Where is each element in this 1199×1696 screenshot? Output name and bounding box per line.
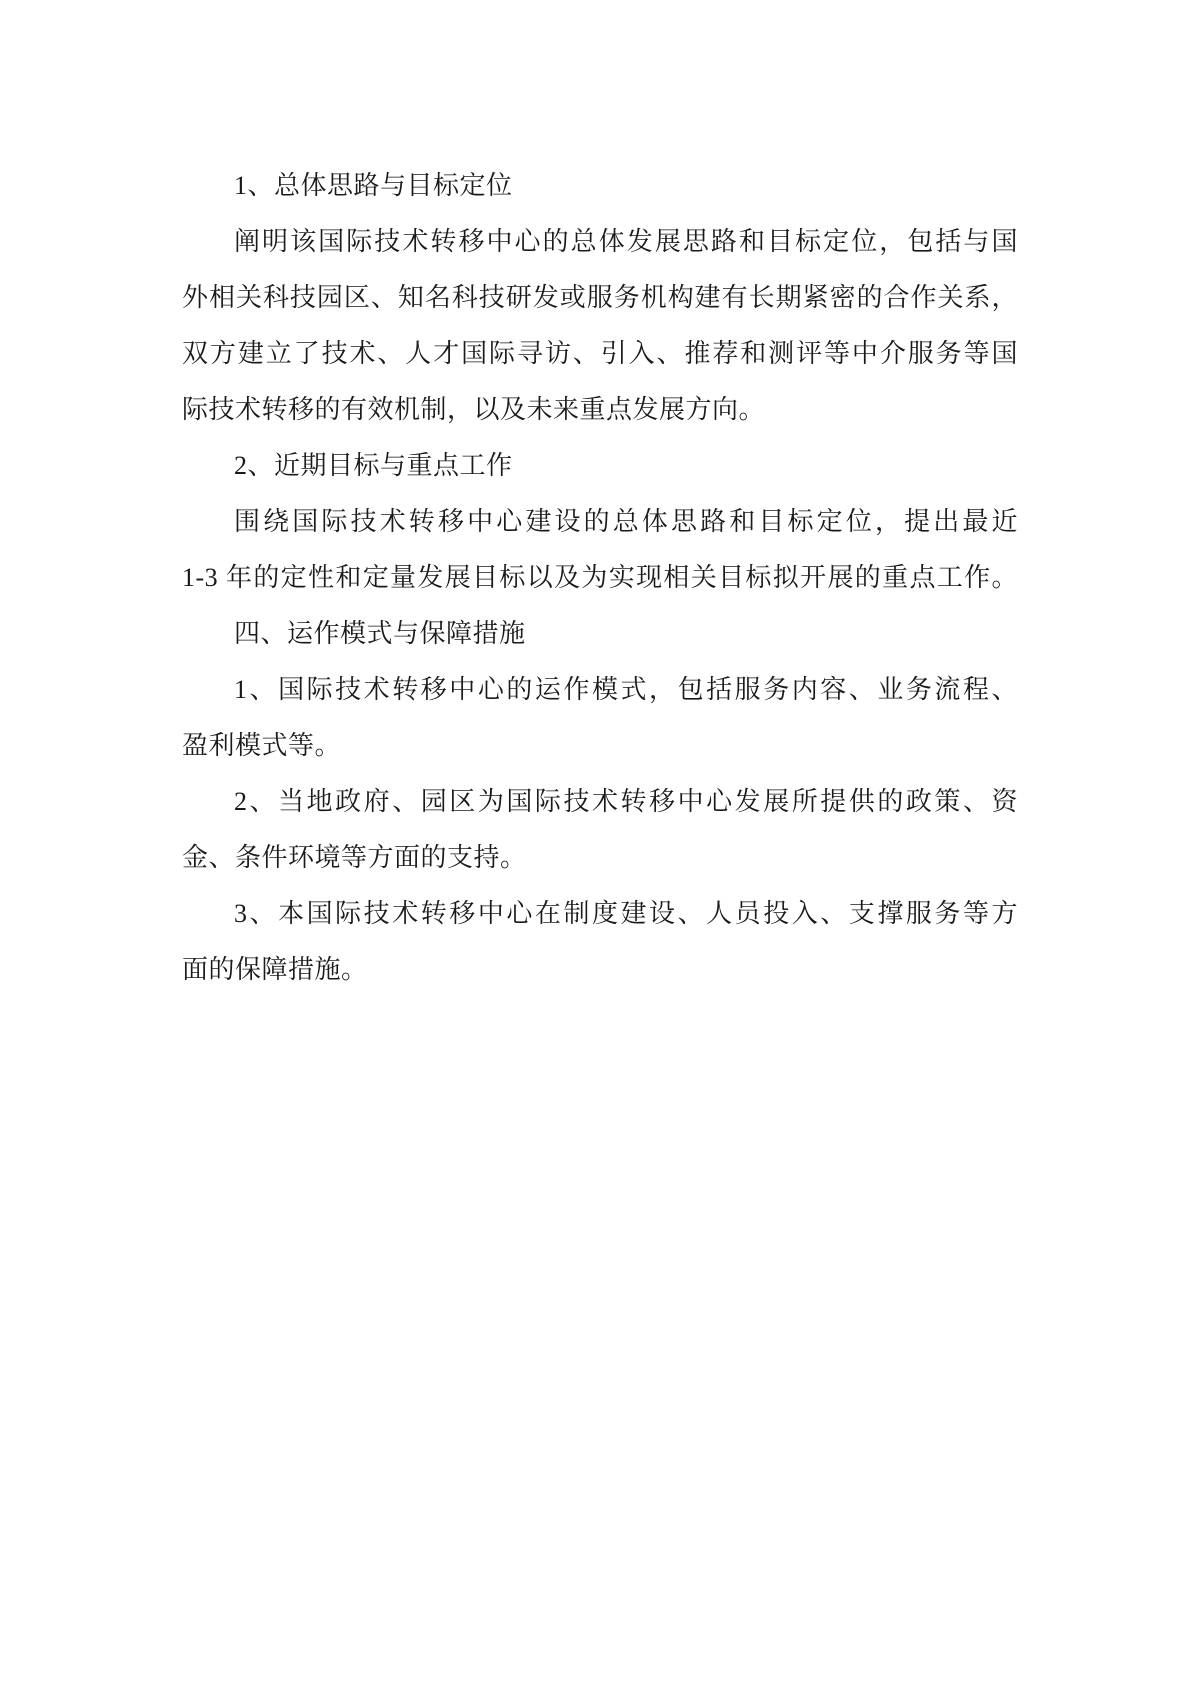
- text-line: 双方建立了技术、人才国际寻访、引入、推荐和测评等中介服务等国: [182, 339, 1018, 368]
- text-line: 2、当地政府、园区为国际技术转移中心发展所提供的政策、资: [234, 787, 1018, 816]
- text-line: 面的保障措施。: [182, 955, 368, 984]
- text-line: 1、总体思路与目标定位: [234, 171, 513, 200]
- text-block: [182, 158, 1018, 998]
- text-line: 1、国际技术转移中心的运作模式，包括服务内容、业务流程、: [234, 675, 1018, 704]
- text-line: 外相关科技园区、知名科技研发或服务机构建有长期紧密的合作关系，: [182, 283, 1018, 312]
- text-line: 金、条件环境等方面的支持。: [182, 843, 527, 872]
- text-line: 2、近期目标与重点工作: [234, 451, 513, 480]
- text-line: 四、运作模式与保障措施: [234, 619, 526, 648]
- text-line: 1-3 年的定性和定量发展目标以及为实现相关目标拟开展的重点工作。: [182, 563, 1018, 592]
- text-line: 际技术转移的有效机制，以及未来重点发展方向。: [182, 395, 766, 424]
- text-line: 3、本国际技术转移中心在制度建设、人员投入、支撑服务等方: [234, 899, 1018, 928]
- text-line: 阐明该国际技术转移中心的总体发展思路和目标定位，包括与国: [234, 227, 1018, 256]
- text-line: 围绕国际技术转移中心建设的总体思路和目标定位，提出最近: [234, 507, 1018, 536]
- text-line: 盈利模式等。: [182, 731, 342, 760]
